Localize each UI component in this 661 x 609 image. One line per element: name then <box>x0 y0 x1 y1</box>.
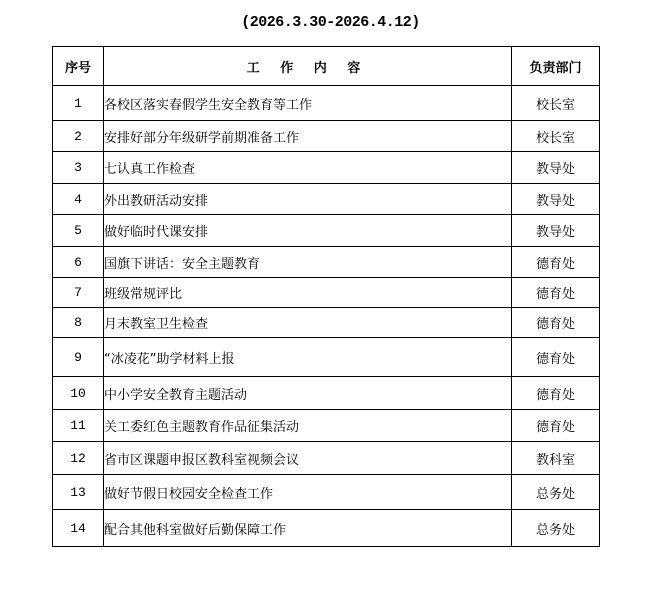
row-work-content: 外出教研活动安排 <box>104 184 512 215</box>
row-number: 9 <box>53 338 104 377</box>
table-row <box>53 278 600 308</box>
table-row <box>53 121 600 152</box>
table-row <box>53 184 600 215</box>
table-row <box>53 410 600 442</box>
table-row <box>53 510 600 547</box>
row-department: 德育处 <box>512 377 600 410</box>
row-number: 10 <box>53 377 104 410</box>
row-number: 14 <box>53 510 104 547</box>
row-work-content: 各校区落实春假学生安全教育等工作 <box>104 86 512 121</box>
row-number: 3 <box>53 152 104 184</box>
row-number: 5 <box>53 215 104 247</box>
row-department: 教导处 <box>512 152 600 184</box>
table-row <box>53 475 600 510</box>
row-number: 11 <box>53 410 104 442</box>
row-number: 12 <box>53 442 104 475</box>
column-header-department: 负责部门 <box>512 47 600 86</box>
row-work-content: 做好临时代课安排 <box>104 215 512 247</box>
row-number: 8 <box>53 308 104 338</box>
row-department: 德育处 <box>512 308 600 338</box>
table-body <box>53 86 600 547</box>
row-number: 2 <box>53 121 104 152</box>
row-department: 总务处 <box>512 510 600 547</box>
table-row <box>53 308 600 338</box>
row-work-content: 月末教室卫生检查 <box>104 308 512 338</box>
table-row <box>53 86 600 121</box>
row-work-content: 关工委红色主题教育作品征集活动 <box>104 410 512 442</box>
row-work-content: 班级常规评比 <box>104 278 512 308</box>
row-work-content: 配合其他科室做好后勤保障工作 <box>104 510 512 547</box>
column-header-content-label: 工 作 内 容 <box>246 60 369 76</box>
row-work-content: 国旗下讲话：安全主题教育 <box>104 247 512 278</box>
row-department: 德育处 <box>512 278 600 308</box>
row-work-content: 安排好部分年级研学前期准备工作 <box>104 121 512 152</box>
row-department: 教导处 <box>512 184 600 215</box>
row-number: 4 <box>53 184 104 215</box>
row-work-content: “冰凌花”助学材料上报 <box>104 338 512 377</box>
row-department: 德育处 <box>512 410 600 442</box>
table-row <box>53 377 600 410</box>
row-number: 1 <box>53 86 104 121</box>
table-row <box>53 338 600 377</box>
table-row <box>53 215 600 247</box>
row-work-content: 做好节假日校园安全检查工作 <box>104 475 512 510</box>
work-schedule-table <box>52 46 600 547</box>
row-department: 校长室 <box>512 86 600 121</box>
row-work-content: 中小学安全教育主题活动 <box>104 377 512 410</box>
row-department: 德育处 <box>512 338 600 377</box>
table-row <box>53 442 600 475</box>
row-department: 校长室 <box>512 121 600 152</box>
row-department: 教科室 <box>512 442 600 475</box>
row-number: 6 <box>53 247 104 278</box>
row-number: 13 <box>53 475 104 510</box>
row-work-content: 省市区课题申报区教科室视频会议 <box>104 442 512 475</box>
row-department: 德育处 <box>512 247 600 278</box>
date-range-title: (2026.3.30-2026.4.12) <box>241 14 420 31</box>
column-header-content <box>104 47 512 86</box>
row-department: 教导处 <box>512 215 600 247</box>
table-header-row <box>53 47 600 86</box>
row-department: 总务处 <box>512 475 600 510</box>
row-work-content: 七认真工作检查 <box>104 152 512 184</box>
table-row <box>53 152 600 184</box>
table-row <box>53 247 600 278</box>
column-header-number: 序号 <box>53 47 104 86</box>
row-number: 7 <box>53 278 104 308</box>
